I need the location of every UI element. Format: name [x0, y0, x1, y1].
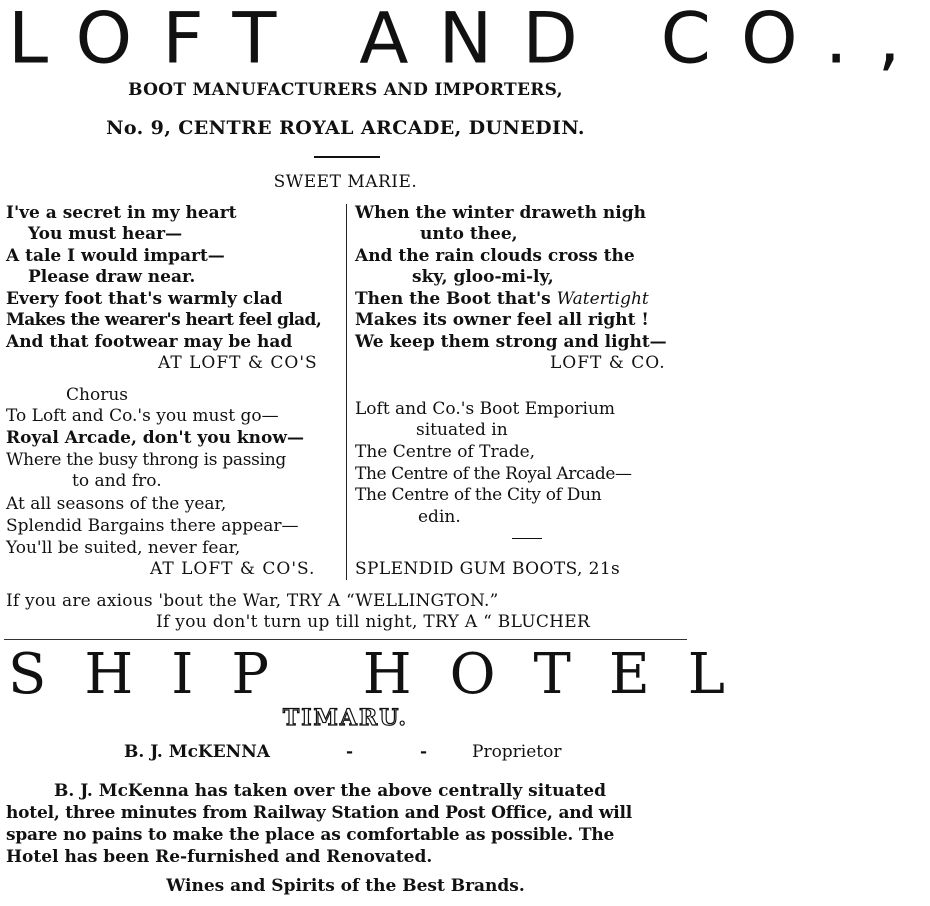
poem-line: Makes the wearer's heart feel glad, — [6, 310, 322, 330]
title-divider — [314, 156, 380, 158]
loft-subtitle: BOOT MANUFACTURERS AND IMPORTERS, — [128, 80, 563, 100]
poem-line: And that footwear may be had — [6, 332, 293, 352]
poem-line: Every foot that's warmly clad — [6, 289, 283, 309]
proprietor-label: Proprietor — [472, 742, 562, 762]
poem-line: unto thee, — [420, 224, 518, 244]
body-line: Hotel has been Re-furnished and Renovated. — [6, 847, 433, 867]
ship-hotel-title: SHIP HOTEL — [8, 642, 763, 707]
chorus-heading: Chorus — [66, 385, 128, 405]
poem-line: Royal Arcade, don't you know— — [6, 428, 304, 448]
poem-line: Where the busy throng is passing — [6, 450, 286, 470]
gum-boots-line: SPLENDID GUM BOOTS, 21s — [355, 559, 621, 579]
town-name: TIMARU. — [282, 705, 409, 731]
poem-line: Makes its owner feel all right ! — [355, 310, 649, 330]
poem-line: A tale I would impart— — [6, 246, 225, 266]
poem-line: You'll be suited, never fear, — [6, 538, 241, 558]
emporium-line: edin. — [418, 507, 461, 527]
watertight-word: Watertight — [556, 289, 649, 309]
body-line: B. J. McKenna has taken over the above centrally situated — [54, 781, 606, 801]
emporium-line: Loft and Co.'s Boot Emporium — [355, 399, 616, 419]
short-divider — [512, 538, 542, 539]
poem-line: Please draw near. — [28, 267, 196, 287]
poem-line: When the winter draweth nigh — [355, 203, 646, 223]
loft-signoff: LOFT & CO. — [550, 353, 666, 373]
body-line: spare no pains to make the place as comfortable as possible. The — [6, 825, 615, 845]
loft-signoff: AT LOFT & CO'S. — [150, 559, 316, 579]
poem-line: sky, gloo-mi-ly, — [412, 267, 554, 287]
blucher-line: If you don't turn up till night, TRY A “ BLUCHER — [156, 612, 591, 632]
separator-dash: - — [420, 742, 428, 762]
separator-dash: - — [346, 742, 354, 762]
emporium-line: The Centre of the City of Dun — [355, 485, 602, 505]
loft-title: LOFT AND CO., — [8, 0, 930, 80]
proprietor-name: B. J. McKENNA — [124, 742, 270, 762]
emporium-line: The Centre of Trade, — [355, 442, 536, 462]
poem-line: We keep them strong and light— — [355, 332, 667, 352]
poem-line: Splendid Bargains there appear— — [6, 516, 299, 536]
poem-line: I've a secret in my heart — [6, 203, 237, 223]
section-divider — [4, 639, 687, 640]
poem-line: And the rain clouds cross the — [355, 246, 635, 266]
wellington-line: If you are axious 'bout the War, TRY A “WELLINGTON.” — [6, 591, 499, 611]
loft-signoff: AT LOFT & CO'S — [158, 353, 318, 373]
emporium-line: situated in — [416, 420, 508, 440]
poem-line: to and fro. — [72, 471, 162, 491]
poem-line — [355, 289, 649, 310]
body-line: hotel, three minutes from Railway Station and Post Office, and will — [6, 803, 633, 823]
poem-line: You must hear— — [28, 224, 183, 244]
column-divider — [346, 204, 347, 580]
emporium-line: The Centre of the Royal Arcade— — [355, 464, 632, 484]
wines-line: Wines and Spirits of the Best Brands. — [166, 876, 525, 896]
loft-address: No. 9, CENTRE ROYAL ARCADE, DUNEDIN. — [106, 117, 585, 139]
song-title: SWEET MARIE. — [273, 172, 418, 192]
poem-line: At all seasons of the year, — [6, 494, 227, 514]
poem-line-text: Then the Boot that's — [355, 289, 557, 309]
poem-line: To Loft and Co.'s you must go— — [6, 406, 279, 426]
